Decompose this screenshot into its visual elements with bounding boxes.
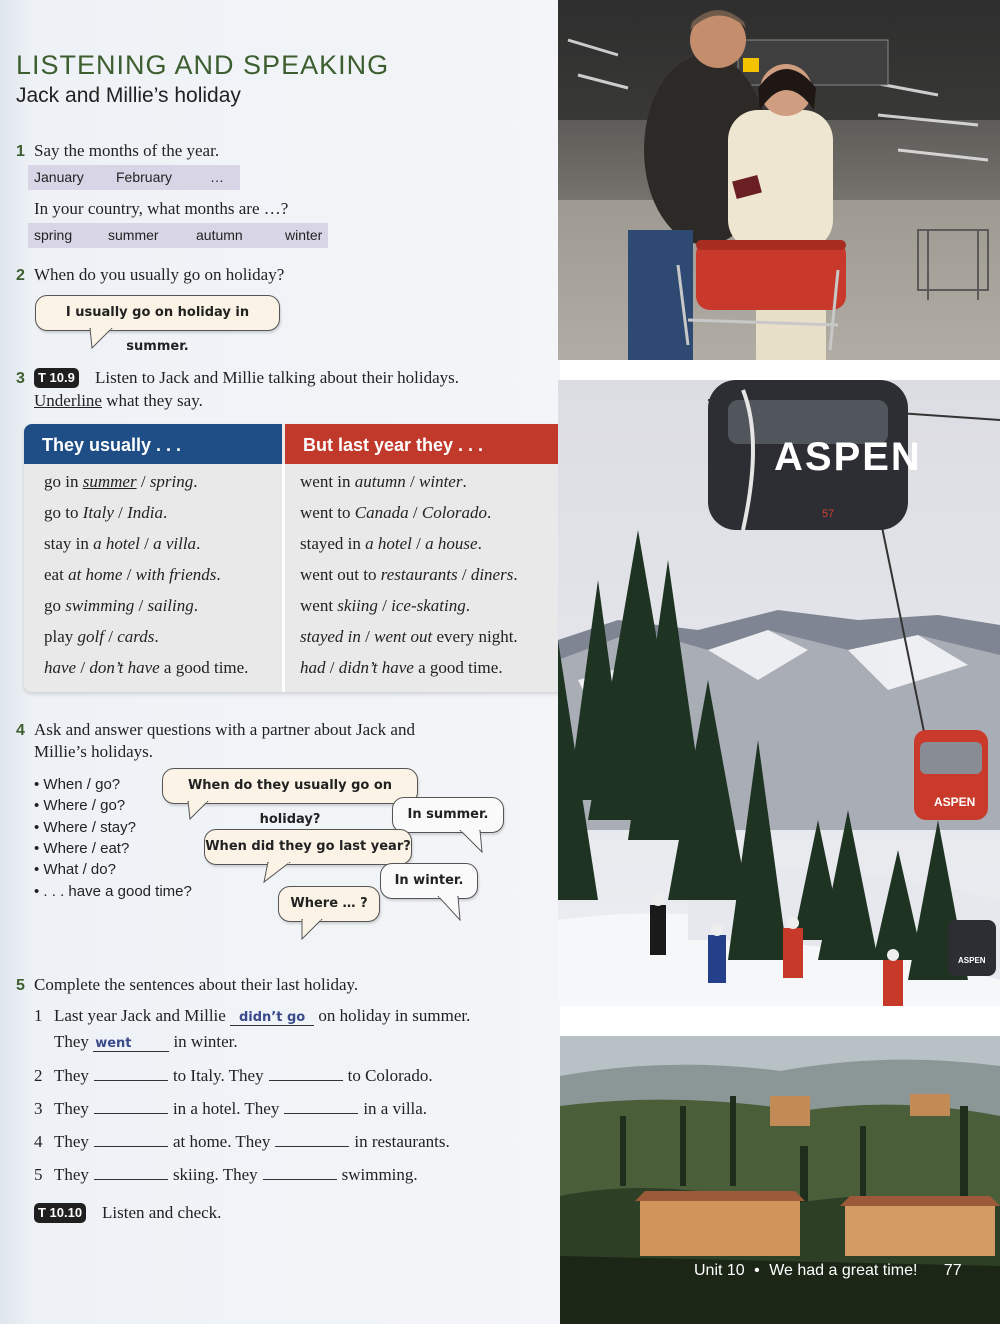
- table-row-left: [44, 658, 248, 678]
- footer: [694, 1262, 962, 1280]
- bubble-question-1-tail: [186, 801, 220, 821]
- exercise-1-prompt: Say the months of the year.: [34, 141, 220, 160]
- bubble-question-1: [162, 768, 418, 827]
- option-separator: /: [103, 627, 118, 646]
- sentence-text: in a hotel. They: [172, 1099, 280, 1118]
- season-summer: summer: [108, 227, 159, 243]
- bullet-when-go-text: When / go?: [43, 776, 121, 793]
- bullet-where-stay-text: Where / stay?: [43, 819, 136, 836]
- sentence-text: at home. They: [172, 1132, 271, 1151]
- speech-bubble-tail: [88, 328, 128, 350]
- table-header-usually-text: They usually . . .: [42, 435, 182, 455]
- table-cell-post: .: [163, 503, 168, 522]
- bullet-where-go: • Where / go?: [34, 797, 126, 814]
- page-number: 77: [943, 1262, 962, 1279]
- table-cell-post: .: [196, 534, 201, 553]
- option-separator: /: [457, 565, 471, 584]
- option-separator: /: [411, 534, 426, 553]
- table-row-right: [300, 534, 482, 554]
- table-cell-pre: go in: [44, 472, 83, 491]
- season-winter: winter: [285, 227, 323, 243]
- table-option[interactable]: restaurants: [380, 565, 458, 584]
- option-separator: /: [139, 534, 154, 553]
- exercise-4-number: 4: [16, 722, 25, 739]
- answer-blank[interactable]: [284, 1098, 358, 1114]
- table-header-usually: [24, 424, 282, 464]
- bubble-question-3-tail: [298, 919, 328, 941]
- table-cell-post: .: [154, 627, 159, 646]
- table-cell-post: .: [193, 596, 198, 615]
- listen-and-check: Listen and check.: [102, 1203, 222, 1222]
- table-row-right: [300, 565, 518, 585]
- table-cell-pre: go to: [44, 503, 83, 522]
- table-option[interactable]: Italy: [82, 503, 114, 522]
- exercise-3-line-1: Listen to Jack and Millie talking about their holidays.: [95, 368, 460, 387]
- sentence-text: They: [54, 1132, 89, 1151]
- sentence-1a-answer[interactable]: [230, 1010, 314, 1026]
- exercise-1-number: 1: [16, 143, 25, 160]
- table-option[interactable]: diners: [470, 565, 514, 584]
- table-option[interactable]: summer: [82, 472, 137, 491]
- exercise-4-line-2: Millie’s holidays.: [34, 742, 153, 761]
- table-row-right: [300, 627, 518, 647]
- table-option[interactable]: India: [127, 503, 164, 522]
- table-option[interactable]: cards: [117, 627, 155, 646]
- answer-blank[interactable]: [275, 1131, 349, 1147]
- table-row-left: [44, 534, 200, 554]
- table-option[interactable]: at home: [68, 565, 123, 584]
- table-row-left: [44, 472, 198, 492]
- bubble-answer-2-text: In winter.: [394, 873, 464, 888]
- table-option[interactable]: Canada: [354, 503, 409, 522]
- answer-blank[interactable]: [94, 1065, 168, 1081]
- sentence-1a: [34, 1006, 470, 1026]
- sentence-number: 5: [34, 1165, 43, 1184]
- answer-blank[interactable]: [94, 1098, 168, 1114]
- table-cell-post: .: [487, 503, 492, 522]
- table-option[interactable]: don’t have: [89, 658, 160, 677]
- table-option[interactable]: a villa: [153, 534, 197, 553]
- gondola-number: 57: [822, 508, 835, 520]
- sentence-1a-text: Last year Jack and Millie: [54, 1006, 226, 1025]
- sentence-text: swimming.: [341, 1165, 418, 1184]
- bubble-answer-1-text: In summer.: [407, 807, 489, 822]
- table-cell-pre: go: [44, 596, 66, 615]
- section-title: LISTENING AND SPEAKING: [16, 50, 390, 80]
- table-row-left: [44, 627, 159, 647]
- option-separator: /: [377, 596, 392, 615]
- table-header-last-year: [285, 424, 582, 464]
- photo-airport-couple: [558, 0, 1000, 360]
- table-option[interactable]: with friends: [135, 565, 217, 584]
- bubble-question-2-tail: [262, 862, 296, 884]
- bubble-question-3: [278, 886, 380, 922]
- table-option[interactable]: ice-skating: [391, 596, 466, 615]
- sentence-text: in restaurants.: [354, 1132, 450, 1151]
- photo-italy-villas: [560, 1036, 1000, 1324]
- month-ellipsis: …: [210, 169, 224, 185]
- option-separator: /: [136, 472, 150, 491]
- bubble-question-1-text: When do they usually go on holiday?: [187, 778, 393, 827]
- sentence-text: They: [54, 1165, 89, 1184]
- table-cell-pre: play: [44, 627, 78, 646]
- exercise-5-prompt: Complete the sentences about their last holiday.: [34, 975, 359, 994]
- table-cell-post: a good time.: [413, 658, 503, 677]
- table-option[interactable]: stayed in: [300, 627, 361, 646]
- exercise-3-number: 3: [16, 370, 25, 387]
- answer-blank[interactable]: [94, 1131, 168, 1147]
- bubble-question-3-text: Where … ?: [290, 896, 368, 911]
- table-cell-post: .: [513, 565, 518, 584]
- far-gondola-sign: ASPEN: [958, 956, 986, 965]
- table-option[interactable]: had: [300, 658, 326, 677]
- table-option[interactable]: golf: [77, 627, 104, 646]
- exercise-5-number: 5: [16, 977, 25, 994]
- table-option[interactable]: a hotel: [93, 534, 140, 553]
- exercise-2-prompt: When do you usually go on holiday?: [34, 265, 285, 284]
- bullet-where-eat-text: Where / eat?: [43, 840, 130, 857]
- answer-blank[interactable]: [269, 1065, 343, 1081]
- season-autumn: autumn: [196, 227, 243, 243]
- table-cell-post: .: [193, 472, 198, 491]
- table-cell-pre: stay in: [44, 534, 94, 553]
- bubble-answer-1-tail: [458, 830, 488, 854]
- bullet-where-go-text: Where / go?: [43, 797, 126, 814]
- table-cell-post: .: [465, 596, 470, 615]
- table-cell-pre: eat: [44, 565, 69, 584]
- sentence-row: [34, 1131, 450, 1152]
- option-separator: /: [76, 658, 90, 677]
- footer-dot: •: [754, 1262, 760, 1279]
- track-10-10[interactable]: [34, 1203, 86, 1223]
- table-cell-pre: went: [300, 596, 338, 615]
- track-badge-10-9[interactable]: T 10.9: [34, 368, 79, 388]
- sentence-number: 3: [34, 1099, 43, 1118]
- sentence-text: They: [54, 1066, 89, 1085]
- table-header-last-year-text: But last year they . . .: [303, 435, 484, 455]
- table-row-left: [44, 503, 167, 523]
- sentence-number: 2: [34, 1066, 43, 1085]
- bullet-good-time-text: . . . have a good time?: [43, 883, 192, 900]
- option-separator: /: [325, 658, 339, 677]
- table-option[interactable]: autumn: [354, 472, 406, 491]
- table-row-right: [300, 658, 503, 678]
- bubble-question-2-text: When did they go last year?: [205, 839, 411, 854]
- sentence-number: 4: [34, 1132, 43, 1151]
- table-option[interactable]: a house: [425, 534, 478, 553]
- bullet-when-go: • When / go?: [34, 776, 121, 793]
- gondola-sign: ASPEN: [774, 435, 922, 479]
- option-separator: /: [122, 565, 136, 584]
- bubble-question-2: [204, 829, 412, 865]
- table-option[interactable]: skiing: [337, 596, 378, 615]
- right-column: [560, 0, 1000, 1324]
- sentence-1b-text: They: [54, 1032, 89, 1051]
- option-separator: /: [405, 472, 420, 491]
- sentence-text: in a villa.: [363, 1099, 428, 1118]
- sentence-1-number: 1: [34, 1006, 43, 1025]
- sentence-text: skiing. They: [172, 1165, 258, 1184]
- option-separator: /: [113, 503, 128, 522]
- bubble-answer-2-tail: [436, 896, 466, 922]
- table-row-right: [300, 596, 470, 616]
- exercise-3-line-2: [34, 391, 203, 411]
- small-gondola-sign: ASPEN: [934, 795, 976, 809]
- exercise-3-line-2-rest: what they say.: [101, 391, 203, 410]
- sentence-row: [34, 1164, 418, 1185]
- bubble-answer-2: [380, 863, 478, 899]
- sentence-1a-end: on holiday in summer.: [318, 1006, 471, 1025]
- table-cell-post: a good time.: [159, 658, 249, 677]
- table-row-left: [44, 565, 221, 585]
- bullet-where-eat: • Where / eat?: [34, 840, 130, 857]
- underline-word: Underline: [34, 391, 102, 410]
- table-cell-post: .: [216, 565, 221, 584]
- sentence-row: [34, 1098, 427, 1119]
- speech-bubble-usually: [35, 295, 280, 354]
- bullet-what-do-text: What / do?: [43, 861, 116, 878]
- table-cell-post: every night.: [432, 627, 518, 646]
- table-option[interactable]: winter: [419, 472, 463, 491]
- table-cell-post: .: [477, 534, 482, 553]
- option-separator: /: [360, 627, 375, 646]
- table-cell-pre: went out to: [300, 565, 381, 584]
- table-option[interactable]: sailing: [147, 596, 194, 615]
- answer-blank[interactable]: [94, 1164, 168, 1180]
- sentence-1b-answer[interactable]: [93, 1036, 169, 1052]
- table-cell-pre: went in: [300, 472, 355, 491]
- table-row-right: [300, 503, 491, 523]
- table-option[interactable]: Colorado: [421, 503, 488, 522]
- sentence-1b: [54, 1032, 238, 1052]
- track-10-9[interactable]: [34, 368, 79, 388]
- table-option[interactable]: went out: [374, 627, 433, 646]
- bubble-answer-1: [392, 797, 504, 833]
- table-cell-pre: stayed in: [300, 534, 366, 553]
- table-cell-post: .: [462, 472, 467, 491]
- sentence-1b-answer-text: went: [95, 1036, 132, 1051]
- exercise-1-prompt-2: In your country, what months are …?: [34, 199, 289, 218]
- answer-blank[interactable]: [263, 1164, 337, 1180]
- table-cell-pre: went to: [300, 503, 355, 522]
- table-row-right: [300, 472, 467, 492]
- sentence-text: They: [54, 1099, 89, 1118]
- season-spring: spring: [34, 227, 73, 243]
- table-option[interactable]: swimming: [65, 596, 135, 615]
- month-january: January: [34, 169, 84, 185]
- option-separator: /: [134, 596, 148, 615]
- exercise-2-number: 2: [16, 267, 25, 284]
- table-option[interactable]: have: [44, 658, 77, 677]
- holiday-table: [24, 424, 582, 692]
- track-badge-10-10[interactable]: T 10.10: [34, 1203, 86, 1223]
- table-option[interactable]: a hotel: [365, 534, 412, 553]
- section-subtitle: Jack and Millie’s holiday: [16, 84, 241, 107]
- option-separator: /: [408, 503, 422, 522]
- bullet-what-do: • What / do?: [34, 861, 116, 878]
- sentence-text: to Italy. They: [172, 1066, 264, 1085]
- sentence-text: to Colorado.: [347, 1066, 433, 1085]
- seasons-band: [28, 223, 328, 248]
- month-february: February: [116, 169, 173, 185]
- bullet-good-time: • . . . have a good time?: [34, 883, 192, 900]
- footer-unit: Unit 10: [694, 1262, 745, 1279]
- footer-title: We had a great time!: [769, 1262, 918, 1279]
- sentence-1b-end: in winter.: [173, 1032, 238, 1051]
- table-option[interactable]: didn’t have: [338, 658, 414, 677]
- bullet-where-stay: • Where / stay?: [34, 819, 136, 836]
- exercise-4-line-1: Ask and answer questions with a partner about Jack and: [34, 720, 415, 739]
- table-option[interactable]: spring: [149, 472, 194, 491]
- table-divider: [282, 464, 285, 692]
- speech-bubble-usually-text: I usually go on holiday in summer.: [65, 305, 250, 354]
- sentence-1a-answer-text: didn’t go: [238, 1010, 306, 1025]
- table-row-left: [44, 596, 198, 616]
- months-band: [28, 165, 240, 190]
- sentence-row: [34, 1065, 433, 1086]
